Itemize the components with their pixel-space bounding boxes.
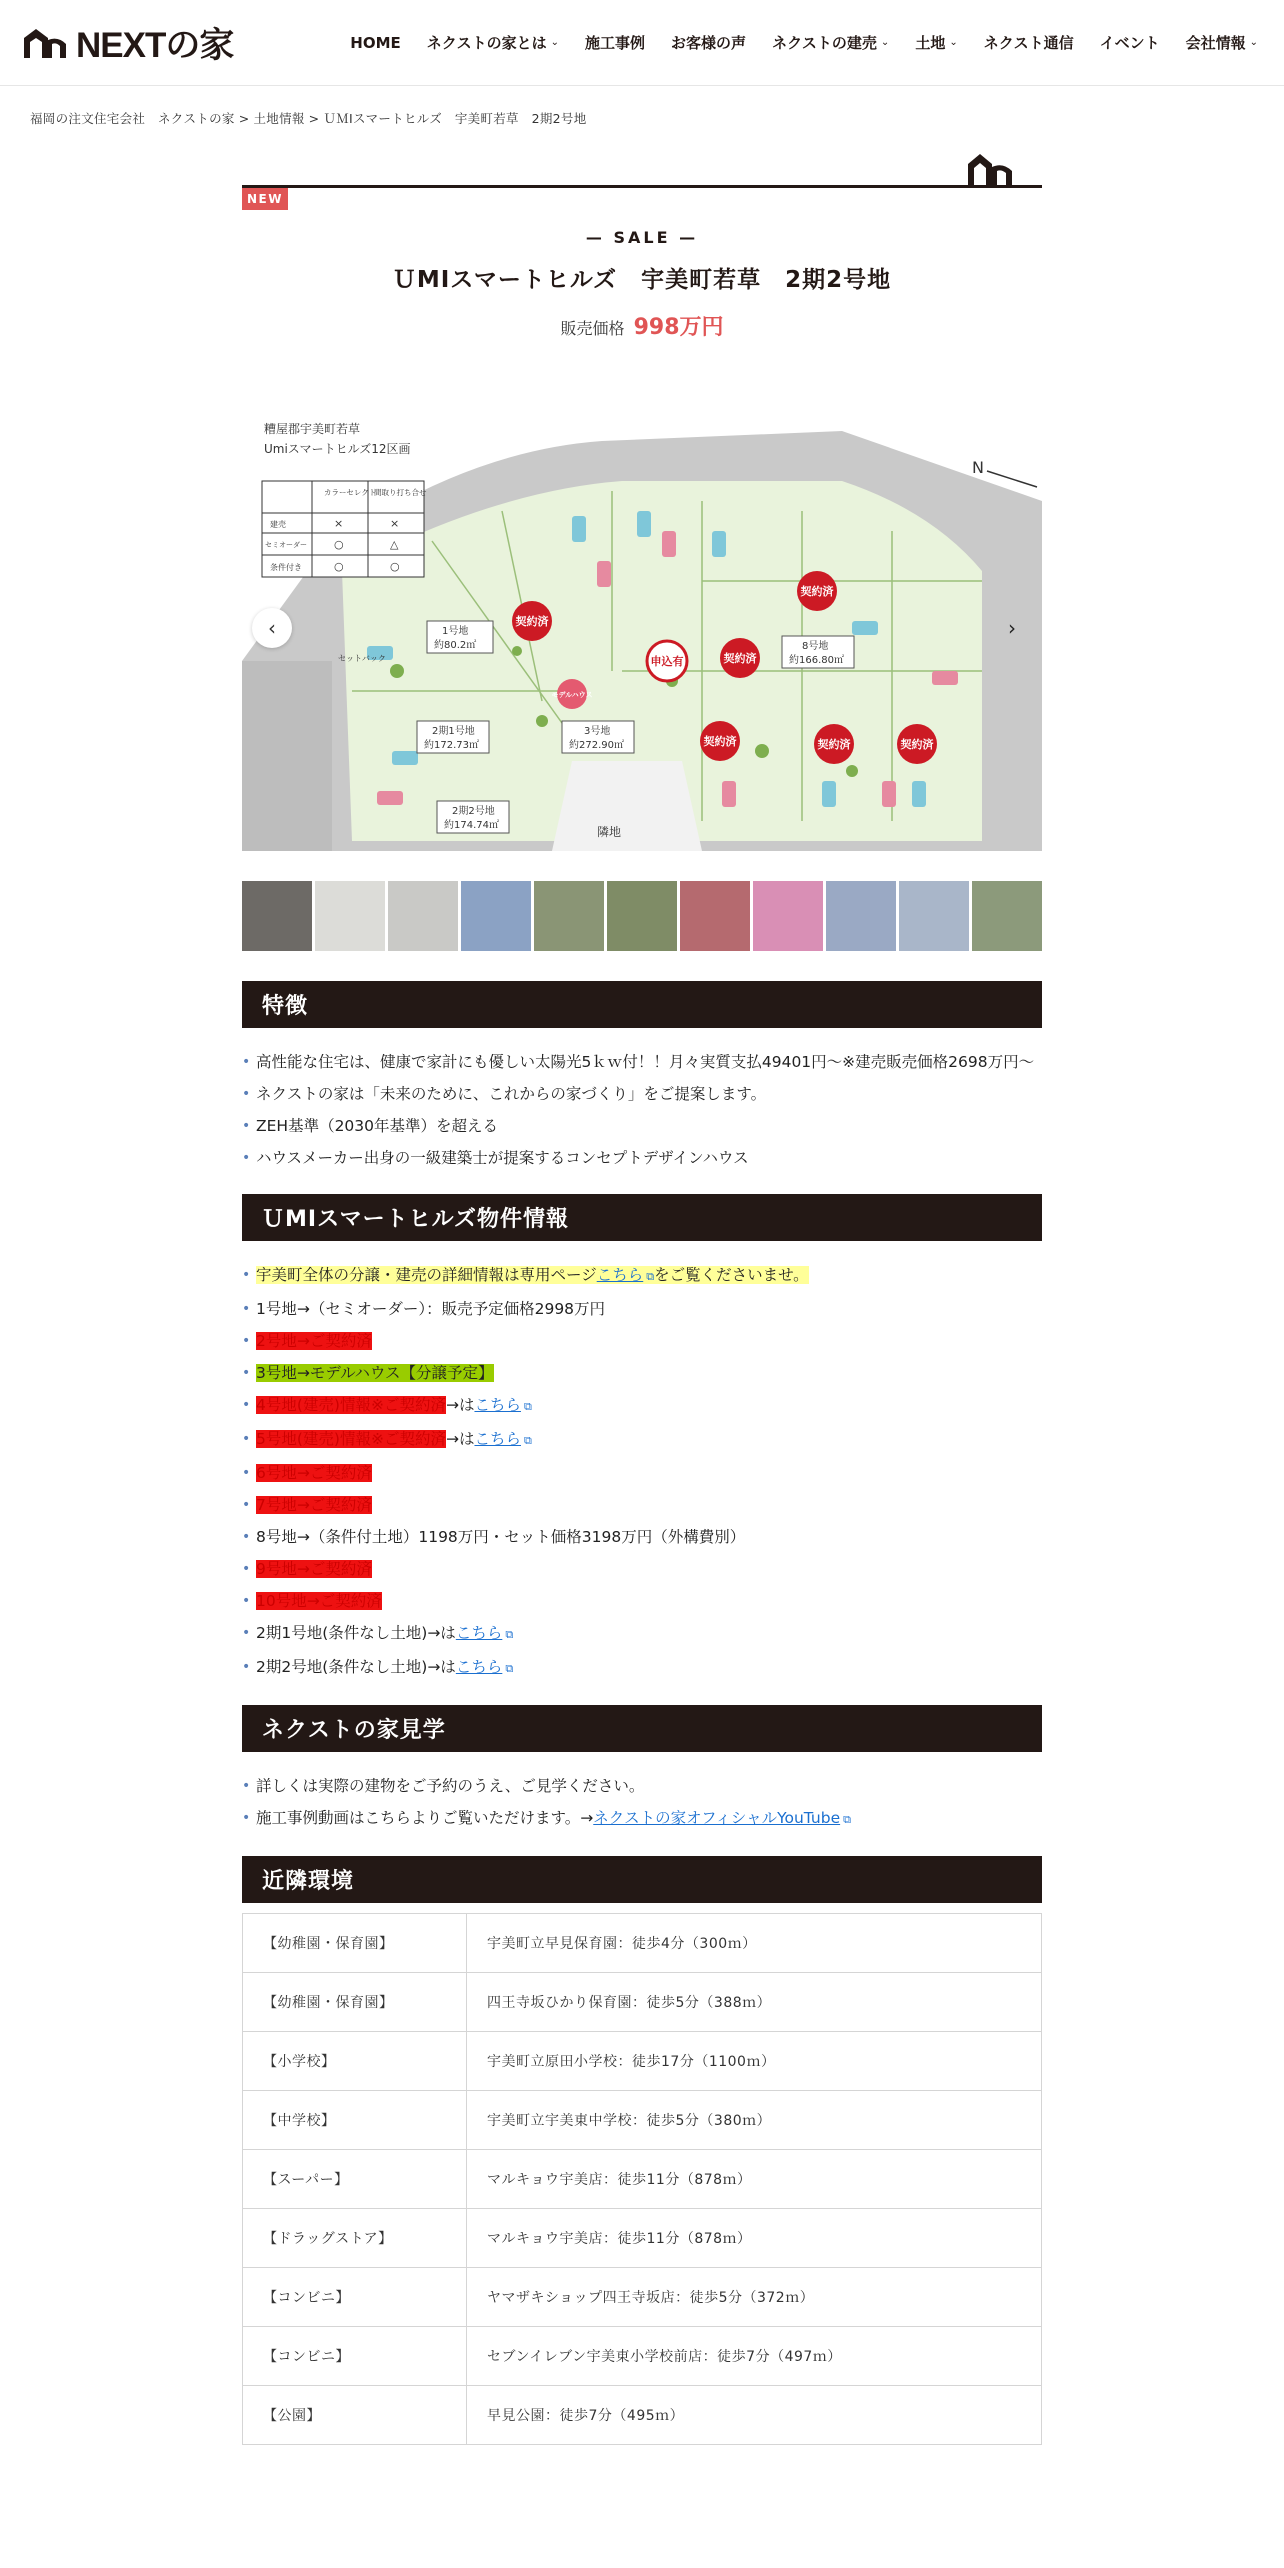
tour-text: 施工事例動画はこちらよりご覧いただけます。→ (256, 1809, 594, 1827)
slider-thumbnail[interactable] (753, 881, 823, 951)
lot-area: 約174.74㎡ (444, 820, 499, 831)
lot4-link[interactable]: こちら (474, 1396, 521, 1414)
breadcrumb-link[interactable]: ＵＭIスマートヒルズ 宇美町若草 2期2号地 (323, 111, 587, 126)
facility-detail: 宇美町立宇美東中学校：徒歩5分（380ｍ） (467, 2091, 1042, 2150)
facility-type: 【コンビニ】 (243, 2268, 467, 2327)
slider-thumbnail[interactable] (972, 881, 1042, 951)
facility-detail: 宇美町立早見保育園：徒歩4分（300ｍ） (467, 1914, 1042, 1973)
external-link-icon: ⧉ (523, 1400, 532, 1413)
list-item (242, 1585, 1042, 1617)
feature-item: • ハウスメーカー出身の一級建築士が提案するコンセプトデザインハウス (242, 1142, 1042, 1174)
feature-item: • ネクストの家は「未来のために、これからの家づくり」をご提案します。 (242, 1078, 1042, 1110)
lot-label: 2期1号地 (432, 726, 475, 737)
north-label: N (972, 458, 984, 477)
nav-item[interactable] (759, 32, 902, 53)
external-link-icon: ⧉ (646, 1270, 655, 1283)
slider-thumbnail[interactable] (534, 881, 604, 951)
lot-text: 2期1号地(条件なし土地)→は (256, 1624, 456, 1642)
nav-label: ネクストの家とは (426, 34, 547, 52)
feature-item: • 高性能な住宅は、健康で家計にも優しい太陽光5ｋｗ付！！月々実質支払49401円～※建売販売価格2698万円～ (242, 1046, 1042, 1078)
breadcrumb-separator: > (238, 111, 250, 126)
property-heading: ＵMIスマートヒルズ物件情報 (242, 1194, 1042, 1241)
lot-area: 約172.73㎡ (424, 740, 479, 751)
facility-detail: 宇美町立原田小学校：徒歩17分（1100ｍ） (467, 2032, 1042, 2091)
slider-thumbnail[interactable] (242, 881, 312, 951)
chevron-down-icon: ⌄ (949, 37, 958, 48)
lot-sold-text: 7号地→ご契約済 (256, 1496, 372, 1514)
list-item (242, 1423, 1042, 1457)
table-row (243, 2032, 1042, 2091)
property-list (242, 1241, 1042, 1685)
lot-sold-text: 6号地→ご契約済 (256, 1464, 372, 1482)
list-item (242, 1489, 1042, 1521)
lot-sold-text: 10号地→ご契約済 (256, 1592, 382, 1610)
main-content (242, 150, 1042, 2445)
setback-label: セットバック (338, 654, 386, 663)
facility-type: 【幼稚園・保育園】 (243, 1914, 467, 1973)
list-item: • 詳しくは実際の建物をご予約のうえ、ご見学ください。 (242, 1770, 1042, 1802)
tour-section (242, 1705, 1042, 1836)
legend-cell: △ (390, 538, 399, 551)
table-row (243, 2150, 1042, 2209)
facility-detail: 早見公園：徒歩7分（495ｍ） (467, 2386, 1042, 2445)
nav-label: イベント (1099, 34, 1160, 52)
legend-col-1: カラーセレクト (324, 488, 377, 497)
slider-thumbnail[interactable] (607, 881, 677, 951)
environment-section (242, 1856, 1042, 2445)
breadcrumb-link[interactable]: 福岡の注文住宅会社 ネクストの家 (30, 111, 235, 126)
facility-type: 【スーパー】 (243, 2150, 467, 2209)
lot-model-text: 3号地→モデルハウス【分譲予定】 (256, 1364, 494, 1382)
facility-detail: 四王寺坂ひかり保育園：徒歩5分（388ｍ） (467, 1973, 1042, 2032)
lot2-2-link[interactable]: こちら (455, 1658, 503, 1676)
site-logo[interactable] (22, 18, 233, 68)
slider-thumbnail[interactable] (315, 881, 385, 951)
legend-row-3: 条件付き (270, 563, 302, 572)
lot-area: 約80.2㎡ (434, 640, 477, 651)
property-section (242, 1194, 1042, 1685)
lot-detail-link[interactable]: こちら (596, 1266, 644, 1284)
nav-item[interactable] (902, 32, 970, 53)
legend-cell: × (334, 517, 344, 530)
slider-thumbnail[interactable] (826, 881, 896, 951)
slider-thumbnail[interactable] (899, 881, 969, 951)
nav-item[interactable] (1173, 32, 1258, 53)
slider-prev-button[interactable]: ‹ (252, 608, 292, 648)
environment-heading: 近隣環境 (242, 1856, 1042, 1903)
table-row (243, 2209, 1042, 2268)
sold-stamp: 契約済 (703, 735, 737, 748)
external-link-icon: ⧉ (843, 1813, 851, 1826)
facility-detail: ヤマザキショップ四王寺坂店：徒歩5分（372ｍ） (467, 2268, 1042, 2327)
tour-list (242, 1752, 1042, 1836)
thumbnail-strip (242, 881, 1042, 951)
table-row (243, 2091, 1042, 2150)
external-link-icon: ⧉ (523, 1434, 532, 1447)
lot-text: 2期2号地(条件なし土地)→は (256, 1658, 456, 1676)
price-value: 998万円 (633, 315, 724, 340)
map-legend (262, 481, 427, 577)
main-nav (337, 32, 1258, 53)
nav-label: 施工事例 (585, 34, 646, 52)
youtube-link[interactable]: ネクストの家オフィシャルYouTube (593, 1809, 841, 1827)
legend-row-2: セミオーダー (265, 541, 307, 549)
facility-type: 【コンビニ】 (243, 2327, 467, 2386)
sold-stamp: 契約済 (515, 615, 549, 628)
nav-label: お客様の声 (671, 34, 747, 52)
nav-label: ネクスト通信 (983, 34, 1074, 52)
feature-item: • ZEH基準（2030年基準）を超える (242, 1110, 1042, 1142)
features-list (242, 1028, 1042, 1174)
table-row (243, 1973, 1042, 2032)
logo-text: NEXTの家 (76, 25, 234, 65)
list-item: • 1号地→（セミオーダー）：販売予定価格2998万円 (242, 1293, 1042, 1325)
slider-thumbnail[interactable] (461, 881, 531, 951)
nav-item[interactable] (1087, 32, 1173, 53)
lot-label: 1号地 (442, 626, 469, 637)
arrow-text: →は (445, 1430, 475, 1448)
nav-item[interactable] (572, 32, 658, 53)
neighbor-label: 隣地 (597, 825, 622, 839)
table-row (243, 2327, 1042, 2386)
applied-stamp: 申込有 (650, 655, 684, 668)
breadcrumb-link[interactable]: 土地情報 (253, 111, 305, 126)
house-logo-icon (22, 26, 68, 60)
lot-sold-text: 4号地(建売)情報※ご契約済 (256, 1396, 446, 1414)
facility-type: 【幼稚園・保育園】 (243, 1973, 467, 2032)
list-item (242, 1553, 1042, 1585)
price-row (242, 310, 1042, 341)
lot-area: 約166.80㎡ (789, 655, 844, 666)
slider-next-button[interactable]: › (1008, 616, 1016, 640)
table-row (243, 1914, 1042, 1973)
list-item (242, 1259, 1042, 1293)
model-house-mark: モデルハウス (551, 691, 593, 699)
lot-label: 8号地 (802, 641, 829, 652)
facility-type: 【小学校】 (243, 2032, 467, 2091)
legend-cell: ○ (334, 538, 344, 551)
list-item (242, 1357, 1042, 1389)
facility-detail: マルキョウ宇美店：徒歩11分（878ｍ） (467, 2209, 1042, 2268)
table-row (243, 2386, 1042, 2445)
table-row (243, 2268, 1042, 2327)
legend-row-1: 建売 (270, 520, 286, 529)
intro-text-end: をご覧くださいませ。 (654, 1266, 809, 1284)
nav-label: ネクストの建売 (772, 34, 877, 52)
map-address-2: Umiスマートヒルズ12区画 (264, 442, 411, 456)
lot-label: 3号地 (584, 726, 611, 737)
image-slider[interactable] (242, 421, 1042, 851)
legend-cell: ○ (334, 560, 344, 573)
slider-thumbnail[interactable] (680, 881, 750, 951)
chevron-down-icon: ⌄ (880, 37, 890, 48)
sold-stamp: 契約済 (817, 738, 851, 751)
tour-heading: ネクストの家見学 (242, 1705, 1042, 1752)
features-heading: 特徴 (242, 981, 1042, 1028)
nav-item[interactable] (658, 32, 759, 53)
sold-stamp: 契約済 (900, 738, 934, 751)
arrow-text: →は (445, 1396, 475, 1414)
house-mark-icon (966, 152, 1016, 186)
list-item (242, 1802, 1042, 1836)
lot5-link[interactable]: こちら (474, 1430, 521, 1448)
page-title: ＵMIスマートヒルズ 宇美町若草 2期2号地 (392, 267, 892, 293)
nav-item[interactable] (337, 34, 413, 52)
list-item (242, 1651, 1042, 1685)
legend-col-2: 間取り打ち合せ (374, 488, 427, 497)
breadcrumb (0, 86, 1284, 146)
map-address-1: 糟屋郡宇美町若草 (264, 422, 361, 436)
slider-thumbnail[interactable] (388, 881, 458, 951)
chevron-down-icon: ⌄ (550, 37, 560, 48)
legend-cell: ○ (390, 560, 400, 573)
facility-detail: セブンイレブン宇美東小学校前店：徒歩7分（497ｍ） (467, 2327, 1042, 2386)
price-label: 販売価格 (560, 319, 625, 338)
list-item (242, 1457, 1042, 1489)
external-link-icon: ⧉ (505, 1628, 514, 1641)
nav-item[interactable] (971, 32, 1087, 53)
intro-text: 宇美町全体の分譲・建売の詳細情報は専用ページ (256, 1266, 597, 1284)
facility-detail: マルキョウ宇美店：徒歩11分（878ｍ） (467, 2150, 1042, 2209)
legend-cell: × (390, 517, 400, 530)
nav-label: 土地 (915, 34, 946, 52)
breadcrumb-separator: > (308, 111, 320, 126)
external-link-icon: ⧉ (505, 1662, 514, 1675)
list-item (242, 1617, 1042, 1651)
facility-type: 【公園】 (243, 2386, 467, 2445)
features-section (242, 981, 1042, 1174)
sold-stamp: 契約済 (723, 652, 757, 665)
lot-sold-text: 2号地→ご契約済 (256, 1332, 372, 1350)
lot-sold-text: 9号地→ご契約済 (256, 1560, 372, 1578)
nav-item[interactable] (414, 32, 572, 53)
lot-label: 2期2号地 (452, 806, 495, 817)
top-rule (242, 150, 1042, 188)
chevron-down-icon: ⌄ (1249, 37, 1258, 48)
facility-type: 【ドラッグストア】 (243, 2209, 467, 2268)
lot2-1-link[interactable]: こちら (455, 1624, 503, 1642)
site-plan-map (242, 421, 1042, 851)
sale-label: — SALE — (585, 228, 699, 247)
nav-label: 会社情報 (1185, 34, 1246, 52)
facility-type: 【中学校】 (243, 2091, 467, 2150)
list-item (242, 1325, 1042, 1357)
new-badge: NEW (242, 188, 288, 210)
site-header (0, 0, 1284, 86)
environment-table (242, 1913, 1042, 2445)
lot-area: 約272.90㎡ (569, 740, 624, 751)
nav-label: HOME (350, 33, 401, 52)
sold-stamp: 契約済 (800, 585, 834, 598)
list-item: • 8号地→（条件付土地）1198万円・セット価格3198万円（外構費別） (242, 1521, 1042, 1553)
lot-sold-text: 5号地(建売)情報※ご契約済 (256, 1430, 446, 1448)
list-item (242, 1389, 1042, 1423)
